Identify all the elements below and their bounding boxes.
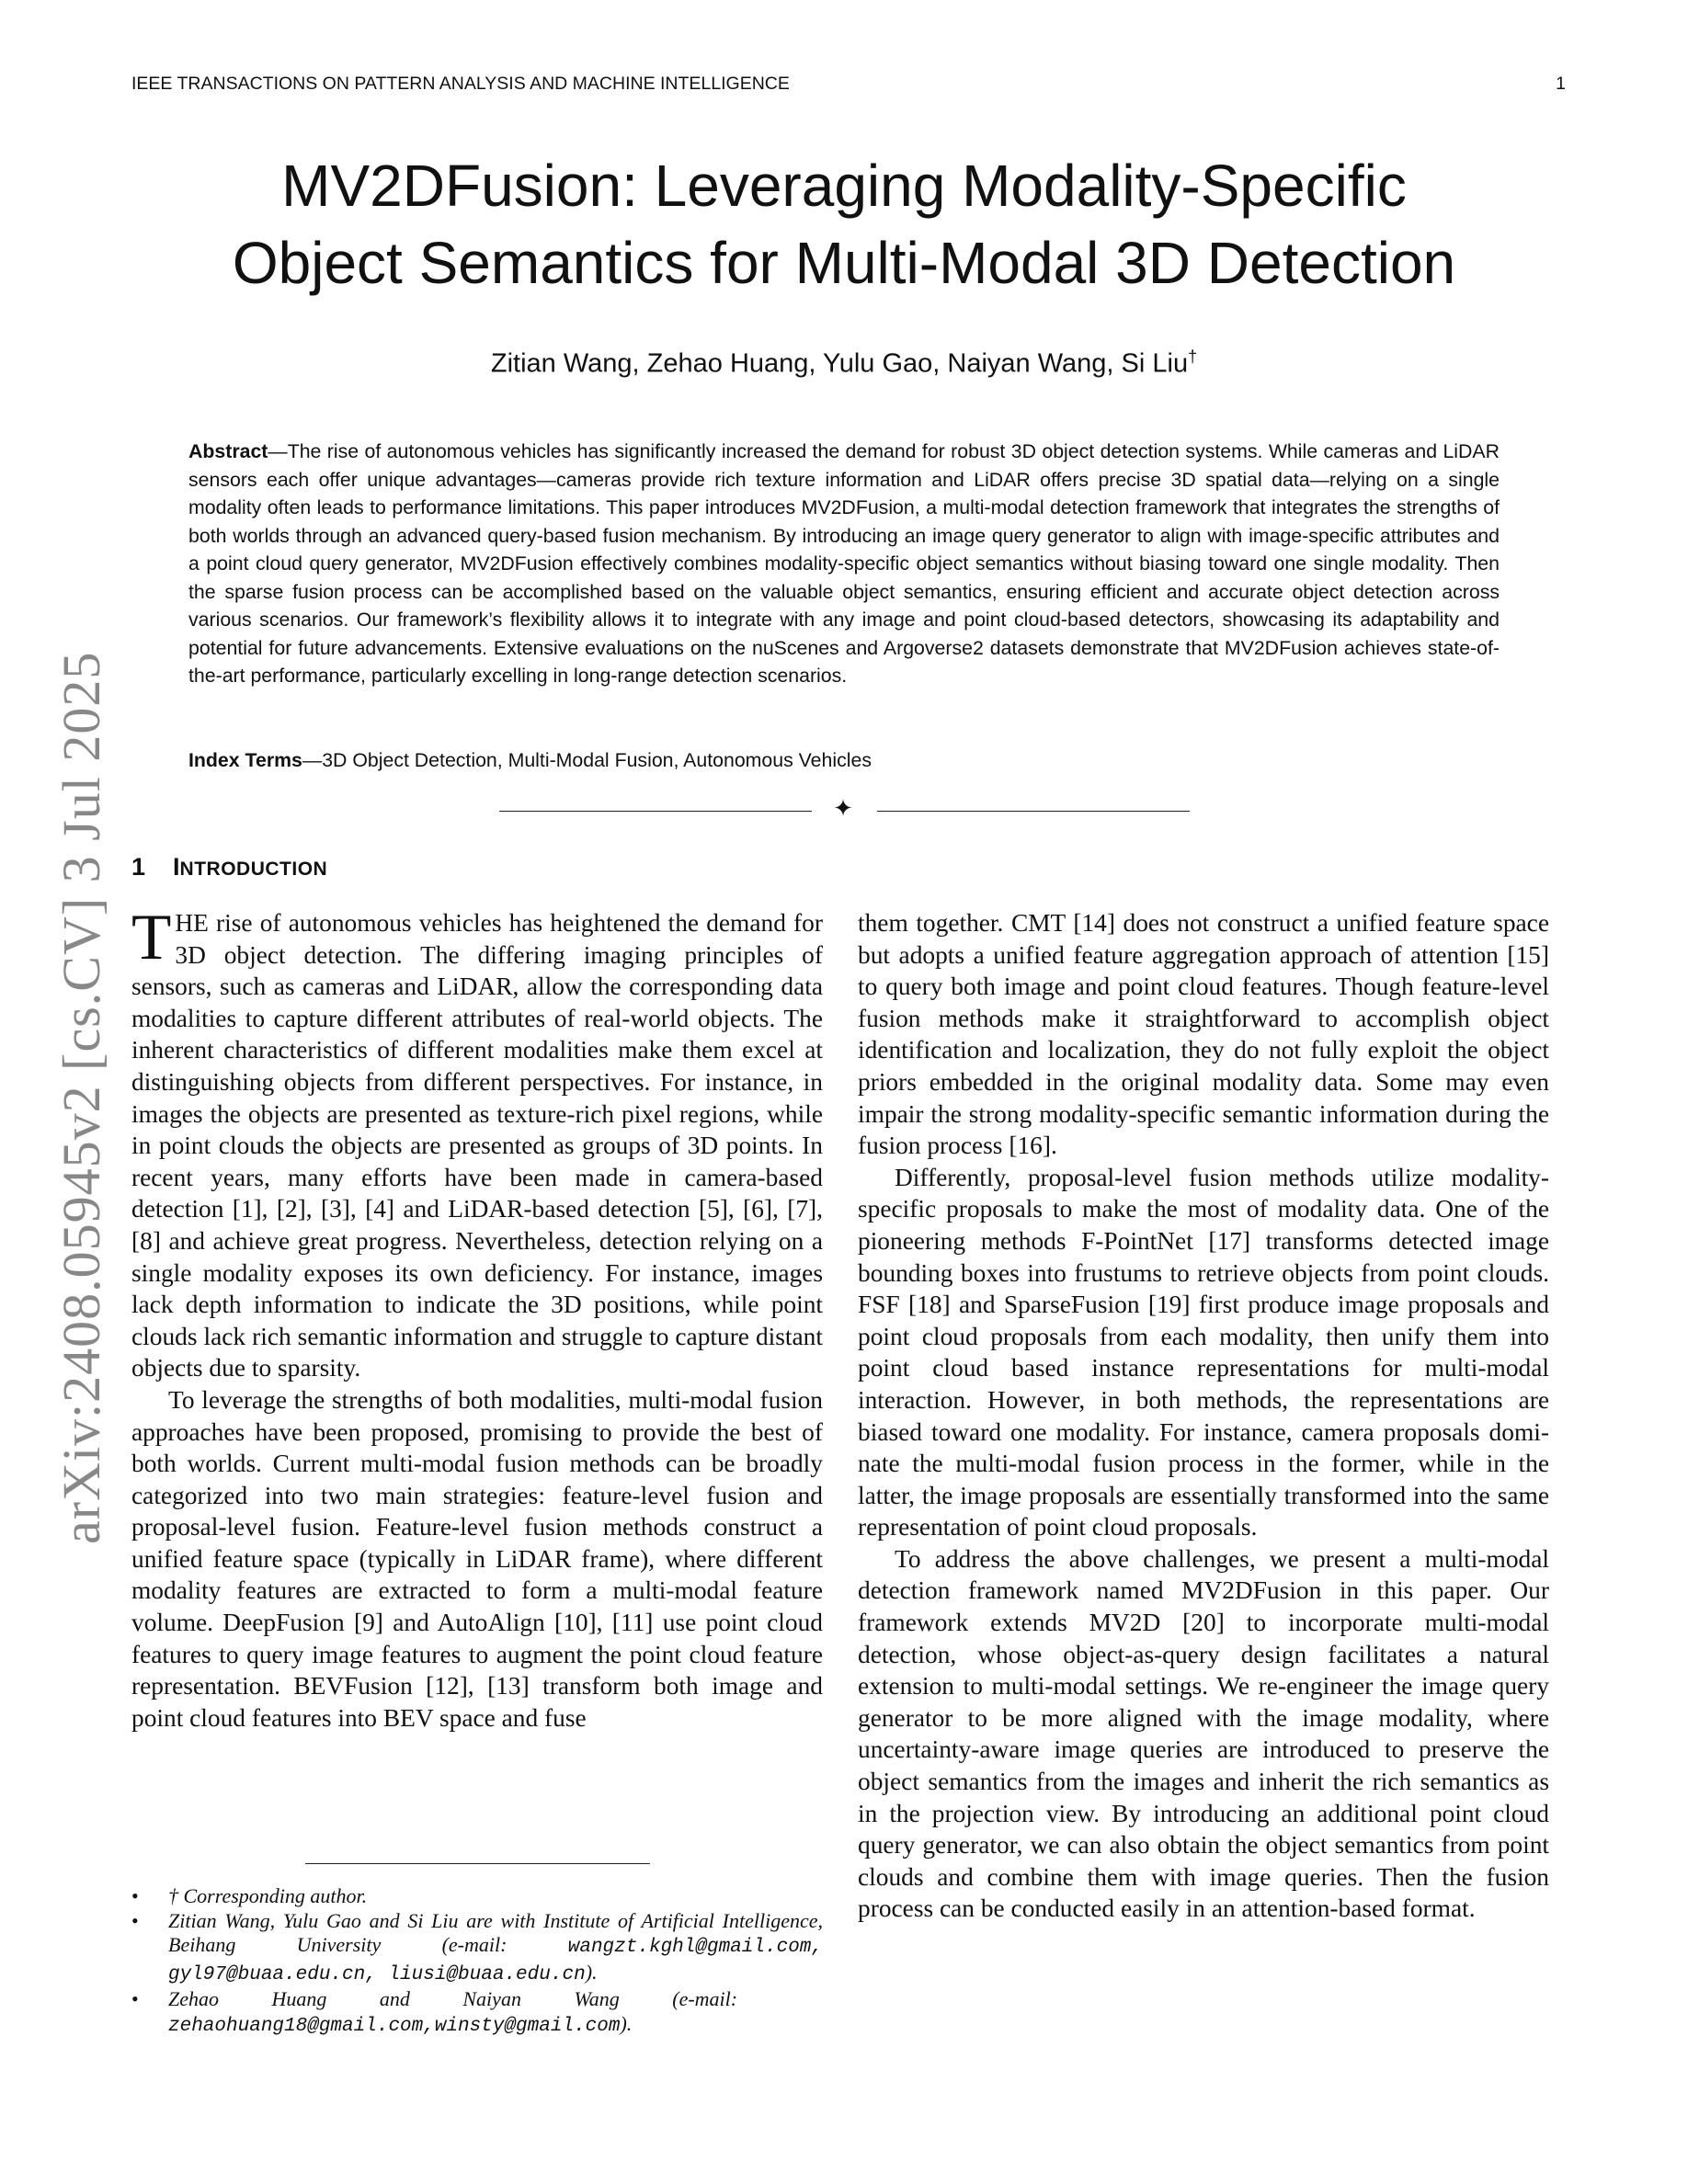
drop-cap: T — [131, 902, 172, 973]
section-number: 1 — [131, 853, 146, 881]
abstract-text: —The rise of autonomous vehicles has significantly increased the demand for robust 3D object detection systems. While cameras and LiDAR sensors each offer unique advantages—cameras provide rich texture information and LiDAR offers precise 3D spatial data—relying on a single modality often leads to performance limitations. This paper introduces MV2DFusion, a multi-modal detection framework that integrates the strengths of both worlds through an advanced query-based fusion mechanism. By introducing an image query generator to align with image-specific attributes and a point cloud query generator, MV2DFusion effectively combines modality-specific object semantics without biasing toward one single modality. Then the sparse fusion process can be accomplished based on the valuable object semantics, ensuring efficient and accurate object detection across various scenarios. Our framework’s flexibility allows it to integrate with any image and point cloud-based detectors, showcasing its adaptability and potential for future advancements. Extensive evaluations on the nuScenes and Argoverse2 datasets demonstrate that MV2DFusion achieves state-of-the-art performance, particularly excelling in long-range detection scenarios. — [188, 440, 1500, 687]
email-link[interactable]: wangzt.kghl@gmail.com, — [567, 1937, 823, 1958]
abstract-label: Abstract — [188, 440, 268, 462]
footnote-text: ). — [585, 1960, 598, 1984]
smallcaps-lead: HE — [175, 909, 209, 937]
email-link[interactable]: gyl97@buaa.edu.cn, liusi@buaa.edu.cn — [168, 1963, 586, 1985]
footnote — [131, 1884, 823, 1909]
diamond-icon: ✦ — [833, 795, 853, 822]
section-heading — [131, 853, 327, 882]
bullet-icon: • — [131, 1987, 139, 2010]
paragraph — [131, 902, 823, 1384]
section-title-rest: NTRODUCTION — [179, 859, 328, 880]
footnote-text: Zehao Huang and Naiyan Wang (e-mail: — [168, 1987, 738, 2010]
running-head — [131, 74, 1566, 101]
paragraph: To leverage the strengths of both modalities, multi-modal fusion approaches have been proposed, promising to provide the best of both worlds. Current multi-modal fusion methods can be broadly categorized into two main strategies: feature-level fusion and proposal-level fusion. Feature-level fusion methods construct a unified feature space (typically in LiDAR frame), where different modality features are extracted to form a multi-modal feature volume. DeepFusion [9] and AutoAlign [10], [11] use point cloud features to query image features to augment the point cloud feature representation. BEVFusion [12], [13] transform both image and point cloud features into BEV space and fuse — [131, 1385, 823, 1732]
divider-line-right — [877, 811, 1190, 812]
bullet-icon: • — [131, 1884, 139, 1907]
paragraph: Differently, proposal-level fusion methods utilize modality-specific proposals to make the most of modality data. One of the pioneering methods F-PointNet [17] transforms detected image bounding boxes into frustums to retrieve objects from point clouds. FSF [18] and SparseFusion [19] first produce image proposals and point cloud proposals from each modality, then unify them into point cloud based instance representations for multi-modal interaction. However, in both methods, the representations are biased toward one modality. For instance, camera proposals dominate the multi-modal fusion process in the former, while in the latter, the image proposals are essentially transformed into the same representation of point cloud proposals. — [858, 1163, 1549, 1541]
index-terms-text: —3D Object Detection, Multi-Modal Fusion, Autonomous Vehicles — [302, 749, 872, 771]
title-line-2: Object Semantics for Multi-Modal 3D Detection — [232, 230, 1456, 296]
footnote-text: ). — [620, 2011, 633, 2035]
left-column — [131, 902, 823, 1734]
journal-name: IEEE TRANSACTIONS ON PATTERN ANALYSIS AND MACHINE INTELLIGENCE — [131, 74, 790, 94]
corresponding-mark: † — [1188, 347, 1198, 366]
author-names: Zitian Wang, Zehao Huang, Yulu Gao, Naiyan Wang, Si Liu — [490, 348, 1189, 379]
paper-title — [92, 147, 1596, 301]
footnote — [131, 1987, 823, 2039]
right-column — [858, 907, 1549, 1925]
index-terms — [188, 749, 1500, 772]
divider-line-left — [499, 811, 812, 812]
footnote-text: Zitian Wang, Yulu Gao and Si Liu are with Institute of Artificial Intelligence, Beihang University (e-mail: — [168, 1908, 823, 1956]
footnote — [131, 1909, 823, 1988]
footnote-rule — [305, 1863, 650, 1864]
index-terms-label: Index Terms — [188, 749, 302, 771]
footnote-text: † Corresponding author. — [168, 1884, 368, 1907]
abstract — [188, 438, 1500, 690]
author-list — [92, 347, 1596, 380]
paragraph-text: rise of autonomous vehicles has heightened the demand for 3D object detection. The differing imaging principles of sensors, such as cameras and LiDAR, allow the corresponding data modalities to capture different attributes of real-world objects. The inherent characteristics of different modalities make them excel at distinguishing objects from different perspectives. For instance, in images the objects are presented as texture-rich pixel regions, while in point clouds the objects are presented as groups of 3D points. In recent years, many efforts have been made in camera-based detection [1], [2], [3], [4] and LiDAR-based detection [5], [6], [7], [8] and achieve great progress. Nevertheless, detection relying on a single modality exposes its own deficiency. For instance, images lack depth information to indicate the 3D positions, while point clouds lack rich semantic information and struggle to capture distant objects due to sparsity. — [131, 909, 823, 1382]
page-number: 1 — [1556, 74, 1566, 94]
title-line-1: MV2DFusion: Leveraging Modality-Specific — [281, 153, 1407, 219]
footnotes — [131, 1884, 823, 2039]
email-link[interactable]: zehaohuang18@gmail.com,winsty@gmail.com — [168, 2015, 621, 2037]
paragraph: them together. CMT [14] does not construct a unified feature space but adopts a unified feature aggregation approach of attention [15] to query both image and point cloud features. Though feature-level fusion methods make it straightforward to accomplish object identification and localization, they do not fully exploit the object priors embedded in the original modality data. Some may even impair the strong modality-specific semantic information during the fusion process [16]. — [858, 909, 1549, 1160]
bullet-icon: • — [131, 1908, 139, 1932]
paragraph: To address the above challenges, we present a multi-modal detection framework named MV2DFusion in this paper. Our framework extends MV2D [20] to incorporate multi-modal detection, whose object-as-query design facilitates a natural extension to multi-modal settings. We re-engineer the image query generator to be more aligned with the image modality, where uncertainty-aware image queries are introduced to preserve the object semantics from the images and inherit the rich semantics as in the projection view. By introducing an additional point cloud query generator, we can also obtain the object semantics from point clouds and combine them with image queries. Then the fusion process can be conducted easily in an attention-based format. — [858, 1544, 1549, 1923]
arxiv-stamp[interactable]: arXiv:2408.05945v2 [cs.CV] 3 Jul 2025 — [51, 651, 111, 1544]
section-title-initial: I — [173, 853, 180, 881]
